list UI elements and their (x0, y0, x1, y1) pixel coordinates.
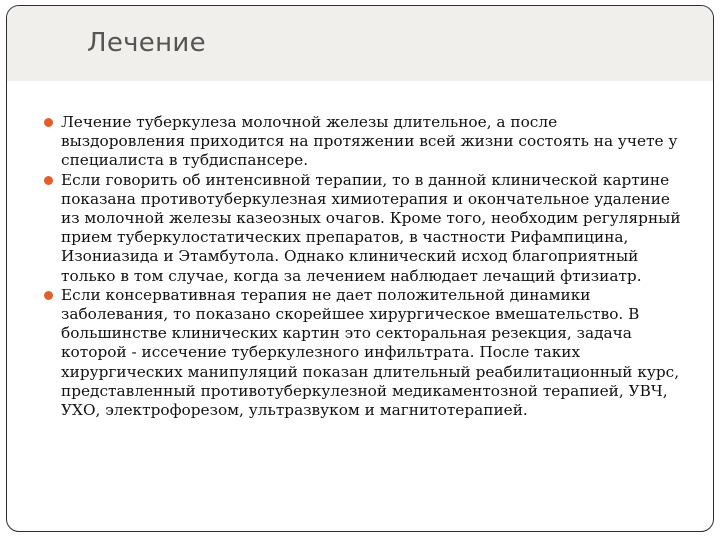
bullet-item (42, 171, 682, 286)
bullet-text: Если консервативная терапия не дает положительной динамики заболевания, то показано скорейшее хирургическое вмешательство. В большинстве клинических картин это секторальная резекция, задача которой - иссечение туберкулезного инфильтрата. После таких хирургических манипуляций показан длительный реабилитационный курс, представленный противотуберкулезной медикаментозной терапией, УВЧ, УХО, электрофорезом, ультразвуком и магнитотерапией. (61, 285, 680, 420)
bullet-dot-icon (44, 291, 53, 300)
slide-title: Лечение (87, 28, 206, 58)
bullet-text: Лечение туберкулеза молочной железы длительное, а после выздоровления приходится на протяжении всей жизни состоять на учете у специалиста в тубдиспансере. (61, 113, 678, 170)
bullet-list (42, 113, 682, 420)
bullet-item (42, 286, 682, 420)
bullet-dot-icon (44, 176, 53, 185)
bullet-dot-icon (44, 118, 53, 127)
bullet-text: Если говорить об интенсивной терапии, то в данной клинической картине показана противотуберкулезная химиотерапия и окончательное удаление из молочной железы казеозных очагов. Кроме того, необходим регулярный прием туберкулостатических препаратов, в частности Рифампицина, Изониазида и Этамбутола. Однако клинический исход благоприятный только в том случае, когда за лечением наблюдает лечащий фтизиатр. (61, 170, 681, 285)
title-band (7, 6, 713, 81)
title-divider (7, 83, 713, 86)
bullet-item (42, 113, 682, 171)
